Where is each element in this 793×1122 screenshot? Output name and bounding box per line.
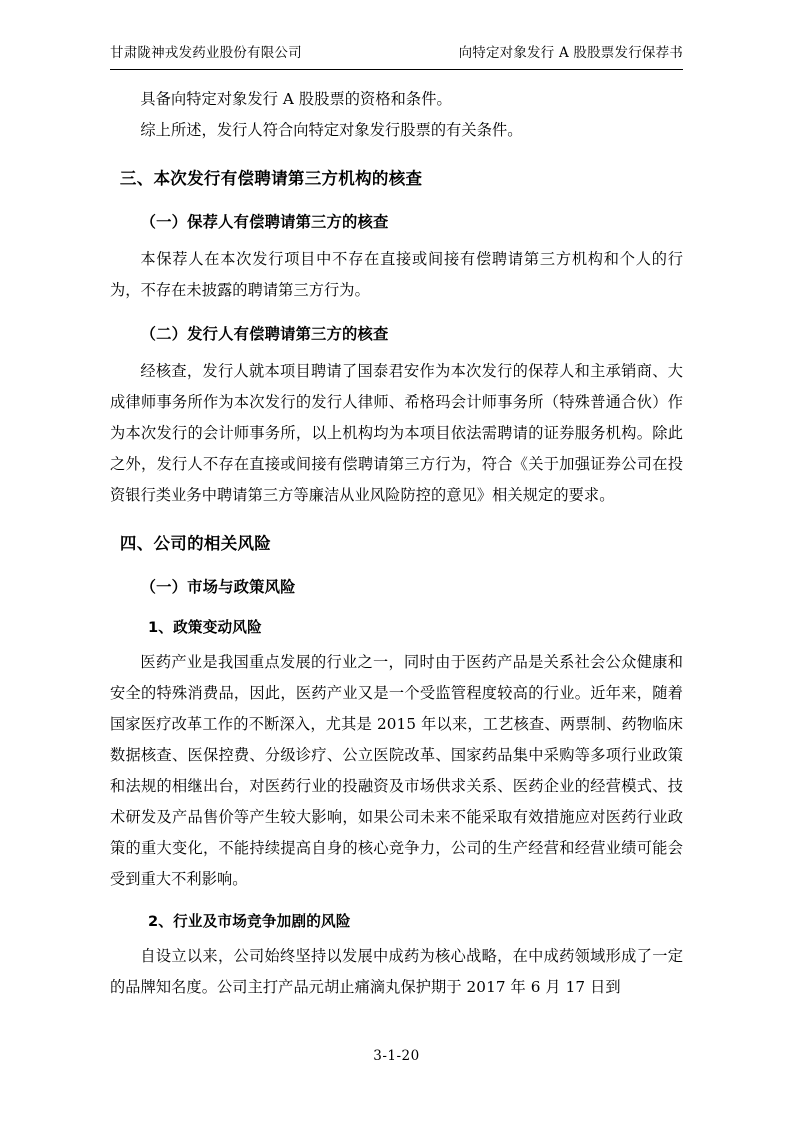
page-footer [0, 1048, 793, 1064]
paragraph-summary: 综上所述，发行人符合向特定对象发行股票的有关条件。 [140, 120, 523, 139]
heading-section-three-sub-two: （二）发行人有偿聘请第三方的核查 [140, 324, 389, 343]
heading-section-four-sub-one: （一）市场与政策风险 [140, 577, 296, 596]
paragraph-competition-risk: 自设立以来，公司始终坚持以发展中成药为核心战略，在中成药领域形成了一定的品牌知名度。公司主打产品元胡止痛滴丸保护期于 2017 年 6 月 17 日到 [110, 946, 683, 996]
header-company-name: 甘肃陇神戎发药业股份有限公司 [110, 45, 302, 61]
paragraph-issuer-third-party: 经核查，发行人就本项目聘请了国泰君安作为本次发行的保荐人和主承销商、大成律师事务所作为本次发行的发行人律师、希格玛会计师事务所（特殊普通合伙）作为本次发行的会计师事务所，以上机构均为本项目依法需聘请的证券服务机构。除此之外，发行人不存在直接或间接有偿聘请第三方行为，符合《关于加强证券公司在投资银行类业务中聘请第三方等廉洁从业风险防控的意见》相关规定的要求。 [110, 361, 683, 504]
paragraph-sponsor-third-party: 本保荐人在本次发行项目中不存在直接或间接有偿聘请第三方机构和个人的行为，不存在未披露的聘请第三方行为。 [110, 249, 683, 299]
page-header [110, 44, 683, 70]
heading-policy-change-risk: 1、政策变动风险 [147, 618, 262, 636]
heading-section-four: 四、公司的相关风险 [119, 533, 272, 553]
paragraph-policy-risk: 医药产业是我国重点发展的行业之一，同时由于医药产品是关系社会公众健康和安全的特殊消费品，因此，医药产业又是一个受监管程度较高的行业。近年来，随着国家医疗改革工作的不断深入，尤其是 2015 年以来，工艺核查、两票制、药物临床数据核查、医保控费、分级诊疗、公立医院改革、国家药品集中采购等多项行业政策和法规的相继出台，对医药行业的投融资及市场供求关系、医药企业的经营模式、技术研发及产品售价等产生较大影响，如果公司未来不能采取有效措施应对医药行业政策的重大变化，不能持续提高自身的核心竞争力，公司的生产经营和经营业绩可能会受到重大不利影响。 [110, 652, 683, 888]
page-number: 3-1-20 [373, 1048, 420, 1064]
heading-section-three-sub-one: （一）保荐人有偿聘请第三方的核查 [140, 212, 389, 231]
document-body [110, 70, 683, 1003]
paragraph-continuation: 具备向特定对象发行 A 股股票的资格和条件。 [140, 89, 452, 108]
page-content [110, 44, 683, 1003]
header-document-title: 向特定对象发行 A 股股票发行保荐书 [458, 45, 683, 61]
heading-section-three: 三、本次发行有偿聘请第三方机构的核查 [119, 168, 423, 188]
heading-competition-risk: 2、行业及市场竞争加剧的风险 [147, 912, 351, 930]
